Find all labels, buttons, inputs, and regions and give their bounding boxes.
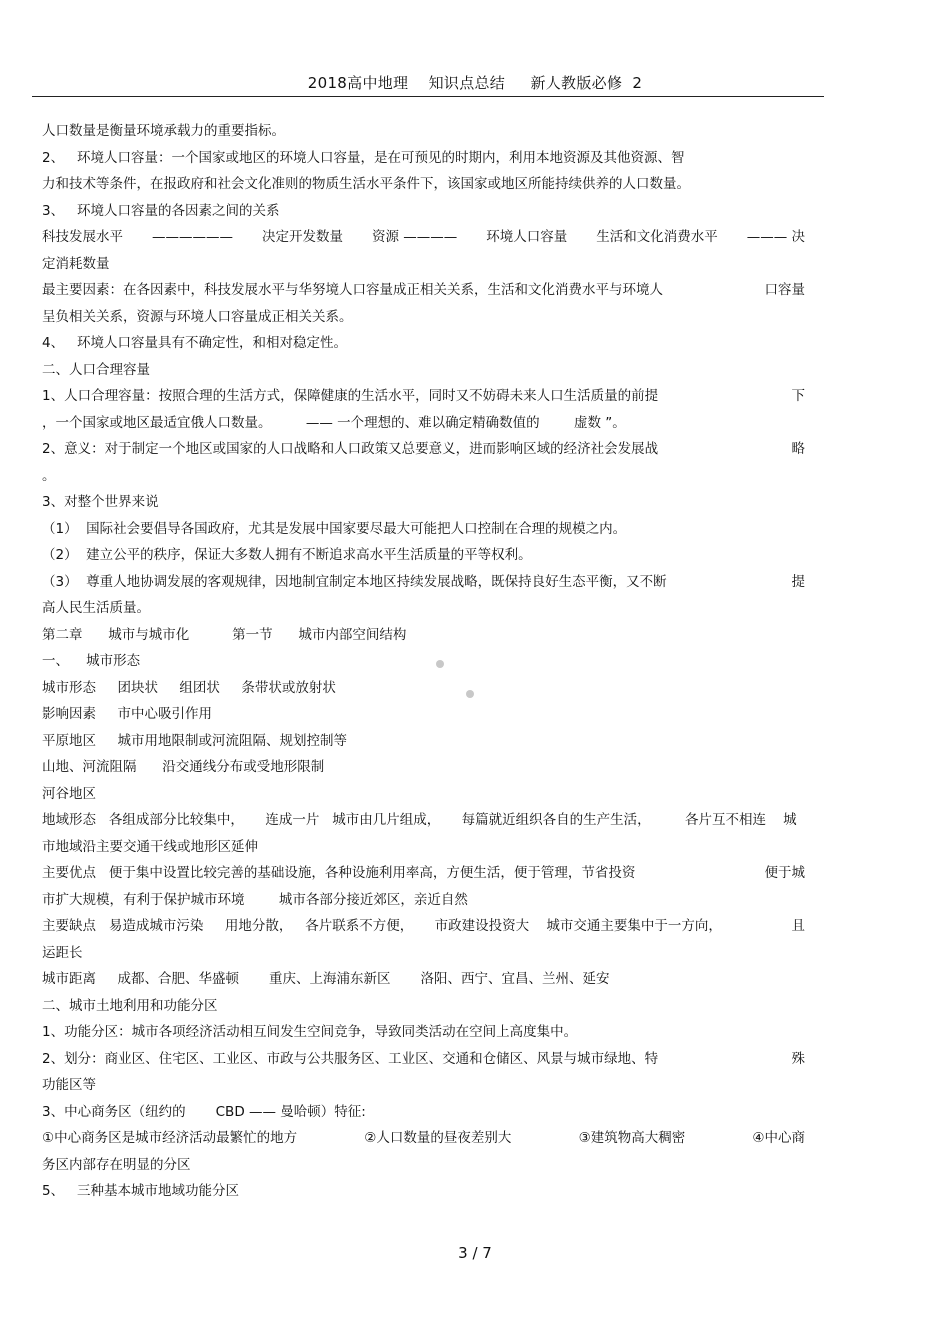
text-line	[42, 118, 805, 145]
text-line	[42, 224, 805, 251]
text-segment: 定消耗数量	[42, 255, 110, 272]
speck-mark	[436, 660, 444, 668]
text-segment: 3、 环境人口容量的各因素之间的关系	[42, 202, 280, 219]
text-line	[42, 754, 805, 781]
text-line	[42, 993, 805, 1020]
text-line	[42, 622, 805, 649]
text-line	[42, 542, 805, 569]
text-segment: ，一个国家或地区最适宜俄人口数量。 —— 一个理想的、难以确定精确数值的 虚数 ”。	[42, 414, 626, 431]
text-line	[42, 330, 805, 357]
text-segment: 功能区等	[42, 1077, 96, 1093]
text-segment: 决定开发数量	[261, 229, 343, 245]
text-line	[42, 1125, 805, 1152]
text-line	[42, 940, 805, 967]
text-segment: 河谷地区	[42, 785, 96, 802]
text-line	[42, 198, 805, 225]
text-line	[42, 860, 805, 887]
text-line	[42, 304, 805, 331]
text-segment: 下	[791, 388, 805, 404]
text-segment: （3） 尊重人地协调发展的客观规律，因地制宜制定本地区持续发展战略，既保持良好生态平衡，又不断	[42, 573, 667, 590]
text-segment: 4、 环境人口容量具有不确定性，和相对稳定性。	[42, 335, 347, 351]
speck-mark	[466, 690, 474, 698]
text-segment: 城市形态 团块状 组团状 条带状或放射状	[42, 679, 336, 696]
text-segment: 2、划分：商业区、住宅区、工业区、市政与公共服务区、工业区、交通和仓储区、风景与城市绿地、特	[42, 1050, 659, 1067]
text-segment: 地域形态 各组成部分比较集中， 连成一片 城市由几片组成， 每篇就近组织各自的生产生活， 各片互不相连 城	[42, 812, 797, 828]
text-segment: ②人口数量的昼夜差别大	[364, 1130, 512, 1146]
text-line	[42, 171, 805, 198]
text-segment: 一、 城市形态	[42, 653, 141, 669]
text-line	[42, 834, 805, 861]
text-segment: 主要缺点 易造成城市污染 用地分散， 各片联系不方便， 市政建设投资大 城市交通主要集中于一方向，	[42, 918, 722, 934]
text-segment: 二、人口合理容量	[42, 361, 150, 378]
text-line	[42, 251, 805, 278]
text-segment: ①中心商务区是城市经济活动最繁忙的地方	[42, 1130, 298, 1146]
header-divider	[32, 96, 824, 97]
text-segment: 1、人口合理容量：按照合理的生活方式，保障健康的生活水平，同时又不妨碍未来人口生活质量的前提	[42, 388, 659, 404]
text-line	[42, 887, 805, 914]
text-segment: 3、中心商务区（纽约的 CBD —— 曼哈顿）特征:	[42, 1103, 366, 1120]
text-line	[42, 410, 805, 437]
text-segment: 略	[791, 441, 805, 457]
text-line	[42, 383, 805, 410]
text-segment: 平原地区 城市用地限制或河流阻隔、规划控制等	[42, 732, 347, 749]
page-header: 2018高中地理 知识点总结 新人教版必修 2	[307, 74, 643, 92]
text-segment: 2、意义：对于制定一个地区或国家的人口战略和人口政策又总要意义，进而影响区域的经济社会发展战	[42, 441, 659, 457]
text-segment: 环境人口容量	[486, 229, 568, 245]
text-segment: 生活和文化消费水平	[596, 229, 718, 245]
text-segment: 市地域沿主要交通干线或地形区延伸	[42, 838, 258, 855]
text-line	[42, 463, 805, 490]
text-segment: 1、功能分区：城市各项经济活动相互间发生空间竞争，导致同类活动在空间上高度集中。	[42, 1024, 578, 1040]
text-segment: 殊	[791, 1050, 805, 1067]
text-segment: 科技发展水平	[42, 229, 123, 245]
text-segment: 2、 环境人口容量：一个国家或地区的环境人口容量，是在可预见的时期内，利用本地资源及其他资源、智	[42, 149, 685, 166]
text-line	[42, 728, 805, 755]
text-segment: 。	[42, 467, 56, 484]
text-segment: 提	[791, 573, 805, 590]
text-line	[42, 781, 805, 808]
text-segment: 人口数量是衡量环境承载力的重要指标。	[42, 123, 285, 139]
text-segment: 影响因素 市中心吸引作用	[42, 706, 212, 722]
text-line	[42, 913, 805, 940]
text-segment: 二、城市土地利用和功能分区	[42, 997, 218, 1014]
text-segment: 务区内部存在明显的分区	[42, 1156, 191, 1173]
text-segment: 最主要因素：在各因素中，科技发展水平与华努境人口容量成正相关关系，生活和文化消费水平与环境人	[42, 282, 663, 298]
text-segment: ④中心商	[752, 1130, 805, 1146]
text-segment: 第二章 城市与城市化 第一节 城市内部空间结构	[42, 626, 407, 643]
text-line	[42, 1019, 805, 1046]
text-line	[42, 648, 805, 675]
text-line	[42, 595, 805, 622]
text-line	[42, 807, 805, 834]
text-line	[42, 357, 805, 384]
text-segment: （2） 建立公平的秩序，保证大多数人拥有不断追求高水平生活质量的平等权利。	[42, 547, 532, 563]
text-line	[42, 569, 805, 596]
text-segment: 便于城	[764, 865, 805, 881]
text-line	[42, 966, 805, 993]
text-line	[42, 1072, 805, 1099]
text-segment: 主要优点 便于集中设置比较完善的基础设施，各种设施利用率高，方便生活，便于管理，节省投资	[42, 865, 636, 881]
text-segment: （1） 国际社会要倡导各国政府，尤其是发展中国家要尽最大可能把人口控制在合理的规模之内。	[42, 520, 627, 537]
text-segment: 运距长	[42, 944, 83, 961]
text-segment: 市扩大规模，有利于保护城市环境 城市各部分接近郊区，亲近自然	[42, 891, 468, 908]
text-segment: 山地、河流阻隔 沿交通线分布或受地形限制	[42, 759, 325, 775]
document-body	[42, 118, 805, 1205]
text-line	[42, 489, 805, 516]
text-line	[42, 277, 805, 304]
text-segment: 呈负相关关系，资源与环境人口容量成正相关关系。	[42, 308, 353, 325]
text-segment: 5、 三种基本城市地域功能分区	[42, 1183, 239, 1199]
text-segment: 资源 ————	[371, 229, 458, 245]
text-line	[42, 1178, 805, 1205]
text-line	[42, 436, 805, 463]
text-segment: 且	[791, 918, 805, 934]
text-line	[42, 1152, 805, 1179]
text-line	[42, 1099, 805, 1126]
text-segment: ③建筑物高大稠密	[578, 1130, 686, 1146]
text-segment: 力和技术等条件，在报政府和社会文化准则的物质生活水平条件下，该国家或地区所能持续供养的人口数量。	[42, 176, 690, 192]
text-line	[42, 701, 805, 728]
text-segment: 3、对整个世界来说	[42, 494, 159, 510]
text-segment: 城市距离 成都、合肥、华盛顿 重庆、上海浦东新区 洛阳、西宁、宜昌、兰州、延安	[42, 971, 610, 987]
text-line	[42, 145, 805, 172]
text-line	[42, 675, 805, 702]
text-line	[42, 1046, 805, 1073]
text-line	[42, 516, 805, 543]
text-segment: 高人民生活质量。	[42, 600, 150, 616]
page-number: 3 / 7	[458, 1244, 492, 1262]
text-segment: ——— 决	[746, 229, 805, 245]
text-segment: 口容量	[764, 282, 805, 298]
text-segment: ——————	[151, 229, 233, 245]
